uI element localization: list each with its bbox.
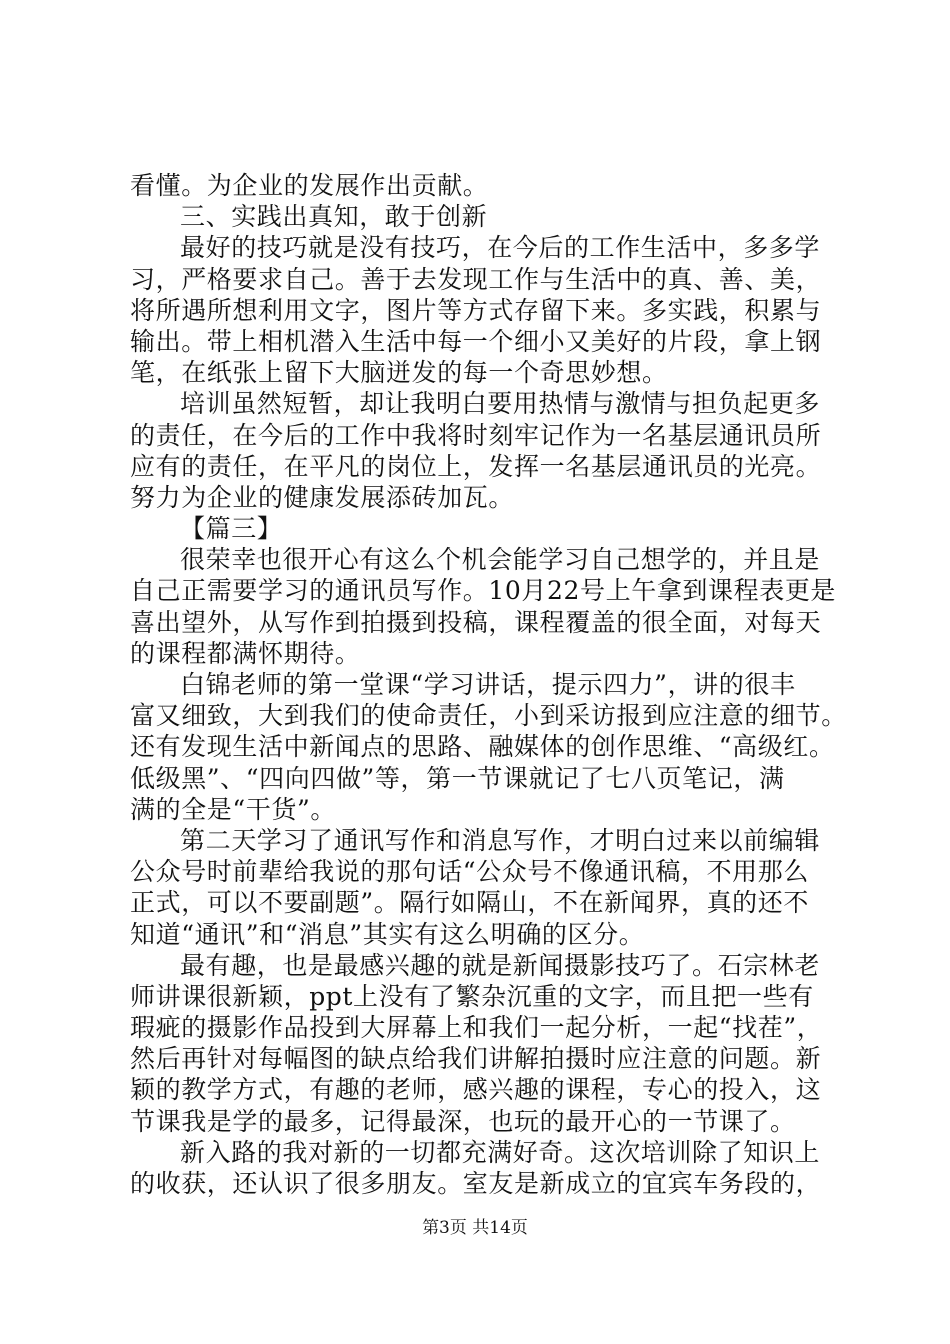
text-line: 富又细致，大到我们的使命责任，小到采访报到应注意的细节。	[130, 701, 847, 731]
text-line: 的责任，在今后的工作中我将时刻牢记作为一名基层通讯员所	[130, 420, 822, 450]
text-line: 颖的教学方式，有趣的老师，感兴趣的课程，专心的投入，这	[130, 1075, 822, 1105]
text-line: 的收获，还认识了很多朋友。室友是新成立的宜宾车务段的，	[130, 1169, 822, 1198]
text-line: 然后再针对每幅图的缺点给我们讲解拍摄时应注意的问题。新	[130, 1044, 822, 1074]
text-line: 知道“通讯”和“消息”其实有这么明确的区分。	[130, 919, 645, 949]
text-line: 【篇三】	[180, 514, 283, 544]
page-number: 第3页 共14页	[422, 1218, 528, 1238]
text-line: 白锦老师的第一堂课“学习讲话，提示四力”，讲的很丰	[180, 670, 796, 699]
text-line: 自己正需要学习的通讯员写作。10月22号上午拿到课程表更是	[130, 576, 837, 606]
text-line: 笔，在纸张上留下大脑迸发的每一个奇思妙想。	[130, 358, 668, 388]
text-line: 将所遇所想利用文字，图片等方式存留下来。多实践，积累与	[130, 295, 822, 325]
text-line: 新入路的我对新的一切都充满好奇。这次培训除了知识上	[180, 1137, 821, 1167]
text-line: 最有趣，也是最感兴趣的就是新闻摄影技巧了。石宗林老	[180, 950, 821, 980]
text-line: 很荣幸也很开心有这么个机会能学习自己想学的，并且是	[180, 545, 821, 575]
text-line: 的课程都满怀期待。	[130, 638, 361, 668]
text-line: 努力为企业的健康发展添砖加瓦。	[130, 482, 515, 512]
text-line: 满的全是“干货”。	[130, 794, 336, 824]
text-line: 还有发现生活中新闻点的思路、融媒体的创作思维、“高级红。	[130, 732, 835, 762]
page-footer	[0, 1213, 950, 1238]
text-line: 第二天学习了通讯写作和消息写作，才明白过来以前编辑	[180, 825, 821, 855]
text-line: 看懂。为企业的发展作出贡献。	[130, 171, 489, 200]
text-line: 节课我是学的最多，记得最深，也玩的最开心的一节课了。	[130, 1106, 796, 1136]
text-line: 瑕疵的摄影作品投到大屏幕上和我们一起分析，一起“找茬”，	[130, 1013, 823, 1043]
text-line: 应有的责任，在平凡的岗位上，发挥一名基层通讯员的光亮。	[130, 451, 822, 481]
text-line: 师讲课很新颖，ppt上没有了繁杂沉重的文字，而且把一些有	[130, 981, 814, 1011]
text-line: 输出。带上相机潜入生活中每一个细小又美好的片段，拿上钢	[130, 326, 822, 356]
text-line: 最好的技巧就是没有技巧，在今后的工作生活中，多多学	[180, 233, 821, 263]
text-line: 习，严格要求自己。善于去发现工作与生活中的真、善、美，	[130, 264, 822, 294]
text-line: 公众号时前辈给我说的那句话“公众号不像通讯稿，不用那么	[130, 857, 809, 887]
text-line: 正式，可以不要副题”。隔行如隔山，不在新闻界，真的还不	[130, 888, 809, 918]
text-line: 培训虽然短暂，却让我明白要用热情与激情与担负起更多	[180, 389, 821, 419]
text-line: 喜出望外，从写作到拍摄到投稿，课程覆盖的很全面，对每天	[130, 607, 822, 637]
text-line: 三、实践出真知，敢于创新	[180, 202, 488, 232]
document-body	[130, 170, 847, 1199]
text-line: 低级黑”、“四向四做”等，第一节课就记了七八页笔记，满	[130, 763, 785, 793]
